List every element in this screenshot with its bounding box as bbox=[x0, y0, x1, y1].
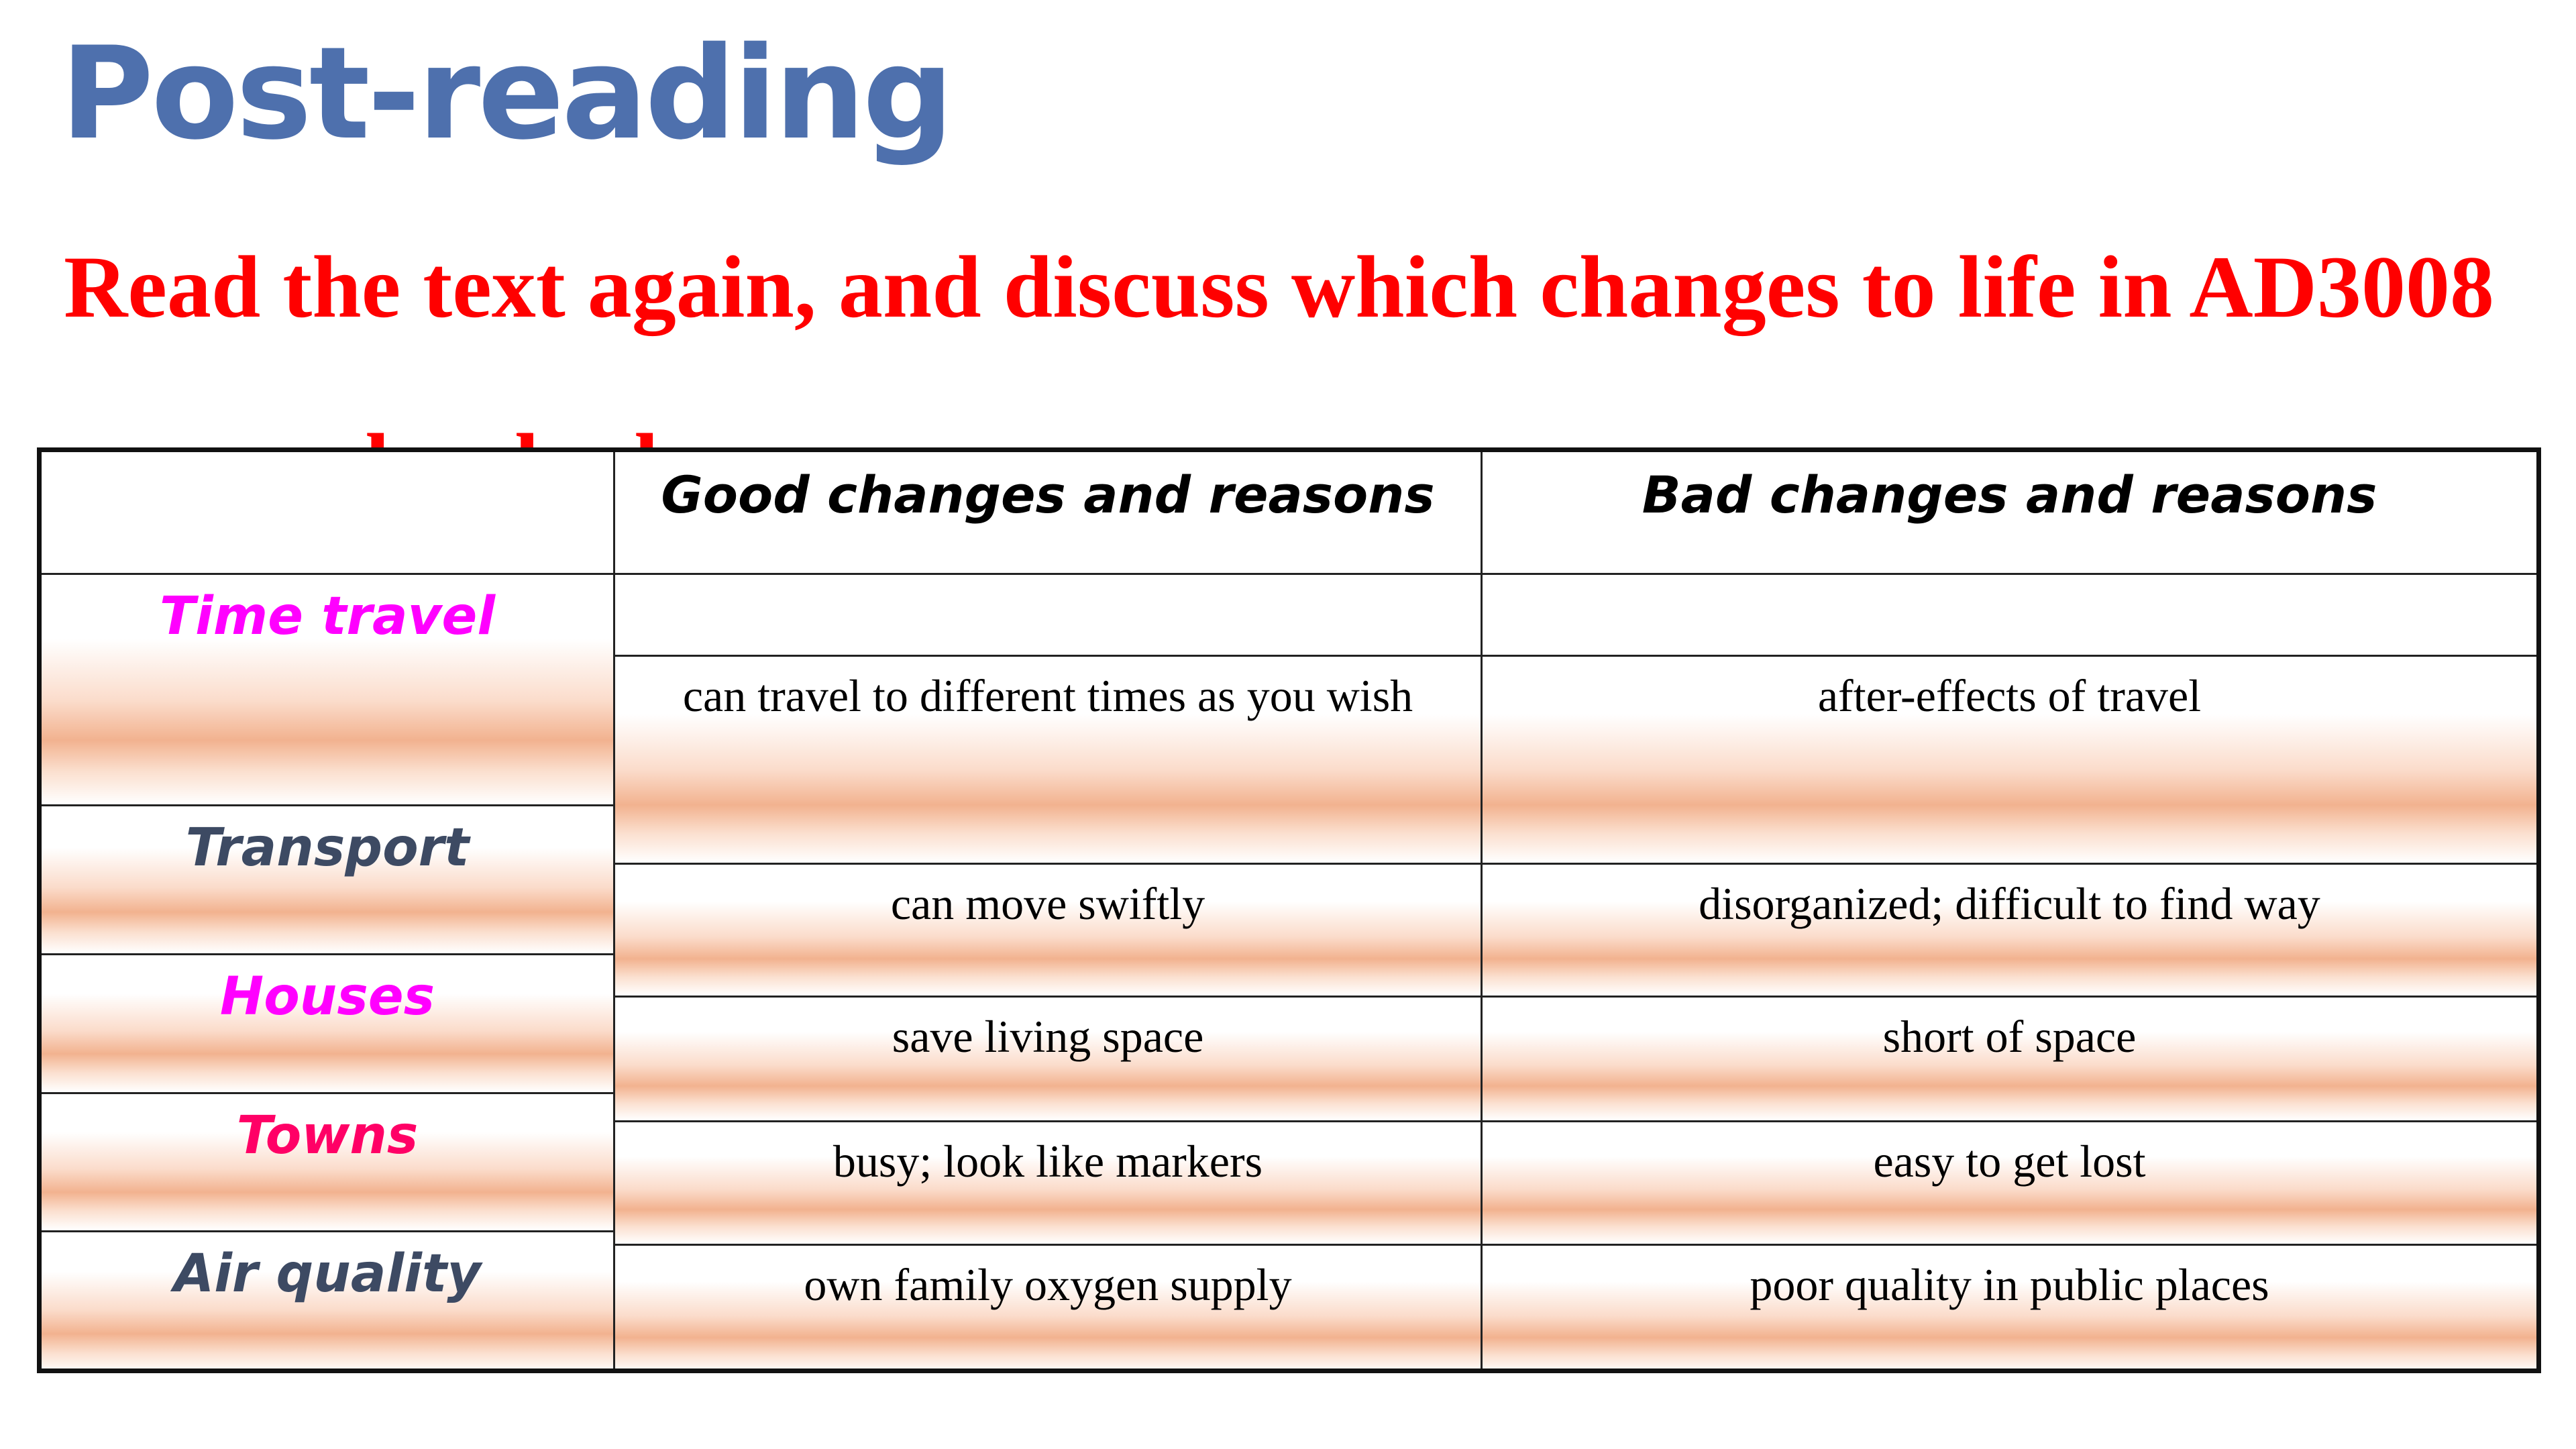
page-title: Post-reading bbox=[60, 19, 951, 168]
bad-cell-towns bbox=[1483, 1122, 2536, 1246]
bad-cell-houses bbox=[1483, 998, 2536, 1122]
category-label-air-quality: Air quality bbox=[173, 1244, 482, 1304]
header-bad-cell bbox=[1483, 452, 2536, 575]
header-bad-label: Bad changes and reasons bbox=[1642, 465, 2377, 525]
category-label-time-travel: Time travel bbox=[159, 586, 496, 647]
bad-text-time-travel: after-effects of travel bbox=[1817, 670, 2202, 721]
good-cell-empty bbox=[615, 575, 1483, 657]
category-cell-time-travel bbox=[42, 575, 615, 806]
bad-cell-transport bbox=[1483, 865, 2536, 998]
category-cell-towns bbox=[42, 1094, 615, 1232]
instruction-text: Read the text again, and discuss which changes to life in AD3008 bbox=[64, 237, 2494, 336]
category-cell-houses bbox=[42, 955, 615, 1094]
changes-table bbox=[37, 447, 2541, 1373]
category-cell-transport bbox=[42, 806, 615, 955]
good-cell-houses bbox=[615, 998, 1483, 1122]
bad-text-towns: easy to get lost bbox=[1873, 1136, 2146, 1187]
good-cell-transport bbox=[615, 865, 1483, 998]
bad-cell-time-travel bbox=[1483, 657, 2536, 865]
good-cell-air-quality bbox=[615, 1246, 1483, 1373]
bad-cell-empty bbox=[1483, 575, 2536, 657]
bad-text-transport: disorganized; difficult to find way bbox=[1699, 878, 2320, 929]
category-label-transport: Transport bbox=[185, 818, 470, 878]
category-label-towns: Towns bbox=[236, 1106, 419, 1166]
header-good-cell bbox=[615, 452, 1483, 575]
bad-text-air-quality: poor quality in public places bbox=[1750, 1259, 2269, 1310]
header-empty-cell bbox=[42, 452, 615, 575]
bad-text-houses: short of space bbox=[1882, 1011, 2137, 1062]
good-text-air-quality: own family oxygen supply bbox=[804, 1259, 1292, 1310]
good-cell-time-travel bbox=[615, 657, 1483, 865]
good-text-time-travel: can travel to different times as you wish bbox=[682, 670, 1413, 721]
category-label-houses: Houses bbox=[219, 967, 435, 1027]
category-cell-air-quality bbox=[42, 1232, 615, 1373]
bad-cell-air-quality bbox=[1483, 1246, 2536, 1373]
good-text-houses: save living space bbox=[892, 1011, 1204, 1062]
good-text-transport: can move swiftly bbox=[890, 878, 1205, 929]
header-good-label: Good changes and reasons bbox=[661, 465, 1435, 525]
good-text-towns: busy; look like markers bbox=[833, 1136, 1263, 1187]
good-cell-towns bbox=[615, 1122, 1483, 1246]
